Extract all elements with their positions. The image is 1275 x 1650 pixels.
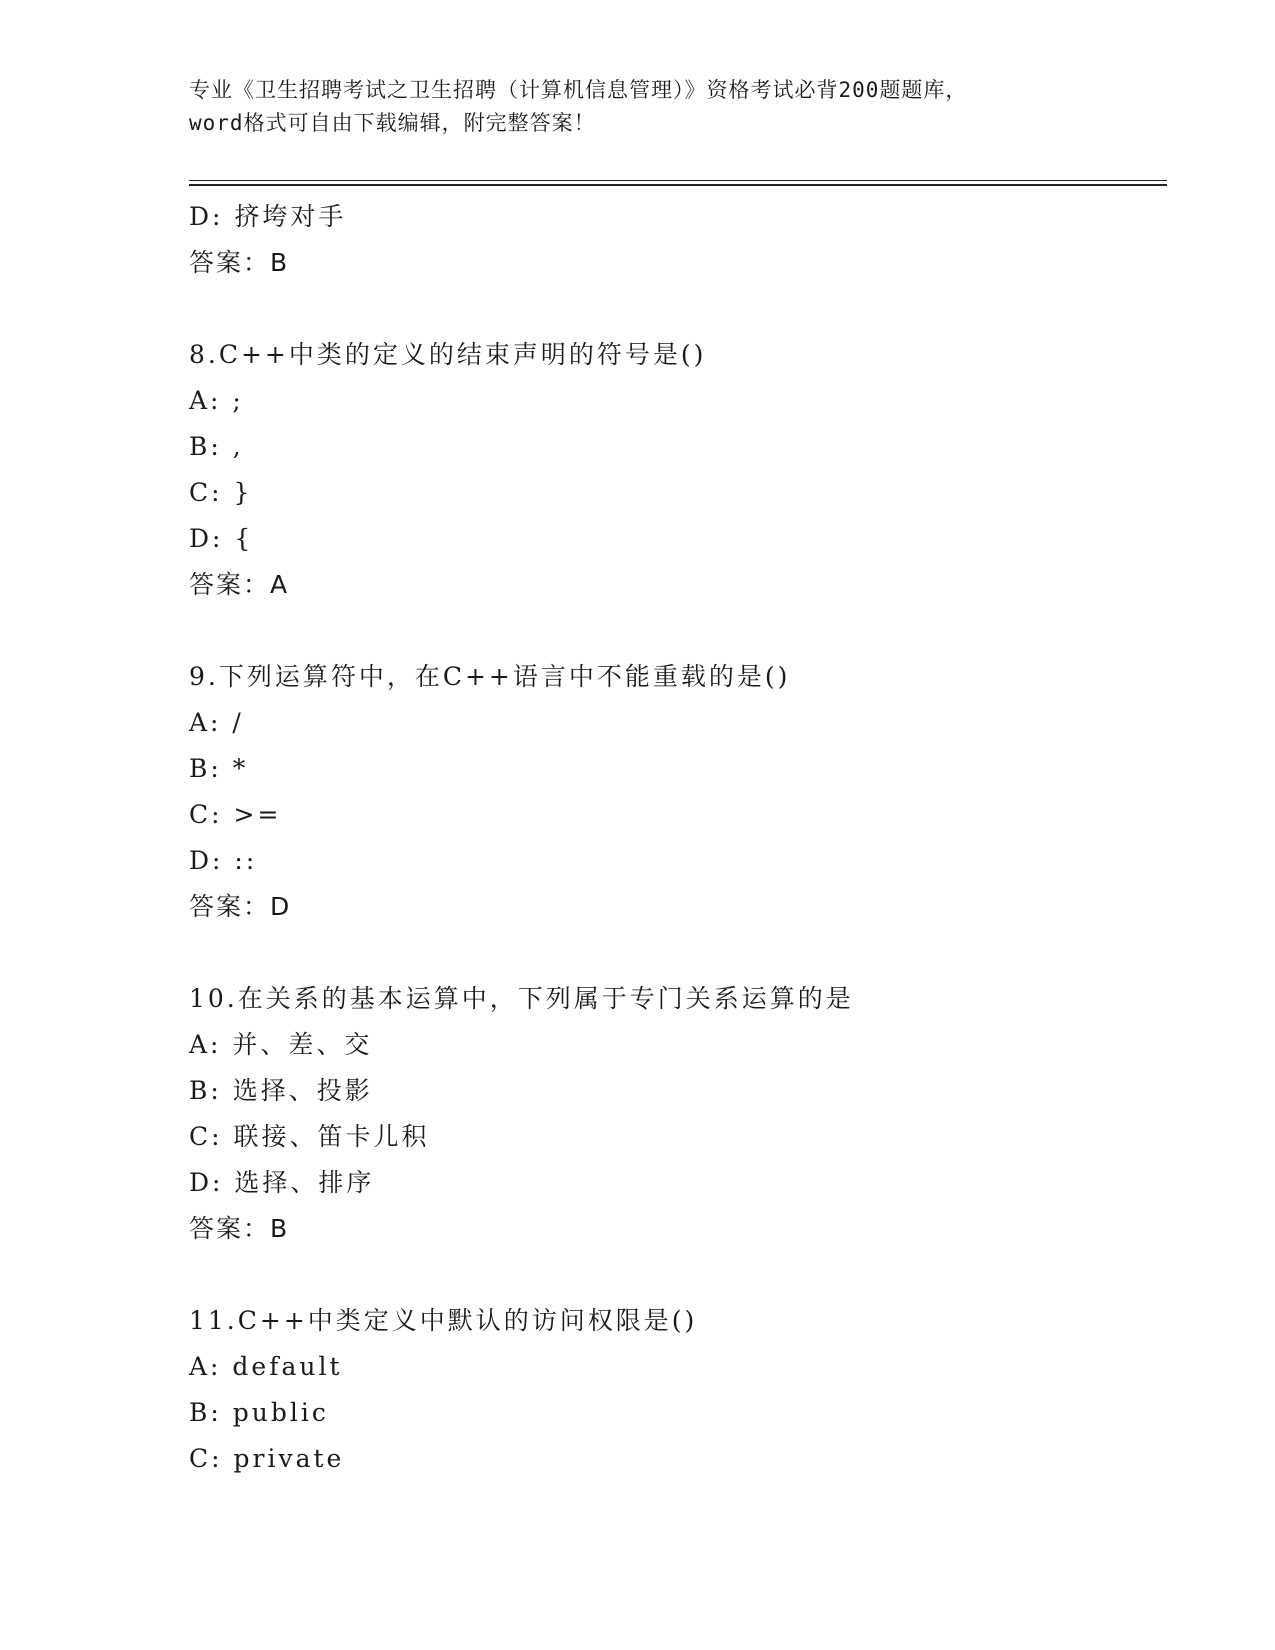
option-d: D: 选择、排序	[189, 1168, 375, 1197]
answer-line: 答案：A	[189, 570, 290, 599]
option-d: D: 挤垮对手	[189, 202, 347, 231]
question-9	[189, 654, 1167, 930]
question-stem: 11.C++中类定义中默认的访问权限是()	[189, 1306, 698, 1335]
option-d: D: ::	[189, 846, 258, 875]
option-b: B: ,	[189, 432, 244, 461]
question-stem: 8.C++中类的定义的结束声明的符号是()	[189, 340, 707, 369]
previous-question-tail	[189, 194, 1167, 286]
answer-line: 答案：B	[189, 248, 290, 277]
header-line-1: 专业《卫生招聘考试之卫生招聘（计算机信息管理）》资格考试必背200题题库，	[189, 78, 968, 102]
question-8	[189, 332, 1167, 608]
question-11	[189, 1298, 1167, 1482]
option-c: C: private	[189, 1444, 345, 1473]
question-stem: 10.在关系的基本运算中，下列属于专门关系运算的是	[189, 984, 854, 1013]
option-c: C: }	[189, 478, 253, 507]
option-a: A: default	[189, 1352, 343, 1381]
question-stem: 9.下列运算符中，在C++语言中不能重载的是()	[189, 662, 791, 691]
option-b: B: 选择、投影	[189, 1076, 373, 1105]
document-header	[189, 74, 1149, 140]
option-a: A: ;	[189, 386, 244, 415]
spacer	[189, 1252, 1167, 1298]
option-b: B: *	[189, 754, 249, 783]
question-10	[189, 976, 1167, 1252]
option-b: B: public	[189, 1398, 329, 1427]
header-divider-thick	[189, 184, 1167, 186]
spacer	[189, 286, 1167, 332]
option-c: C: 联接、笛卡儿积	[189, 1122, 430, 1151]
option-a: A: 并、差、交	[189, 1030, 373, 1059]
option-a: A: /	[189, 708, 244, 737]
spacer	[189, 930, 1167, 976]
answer-line: 答案：D	[189, 892, 292, 921]
question-list	[189, 194, 1167, 1482]
option-c: C: >=	[189, 800, 282, 829]
spacer	[189, 608, 1167, 654]
header-line-2: word格式可自由下载编辑，附完整答案！	[189, 111, 596, 135]
answer-line: 答案：B	[189, 1214, 290, 1243]
option-d: D: {	[189, 524, 254, 553]
header-divider-thin	[189, 180, 1167, 181]
